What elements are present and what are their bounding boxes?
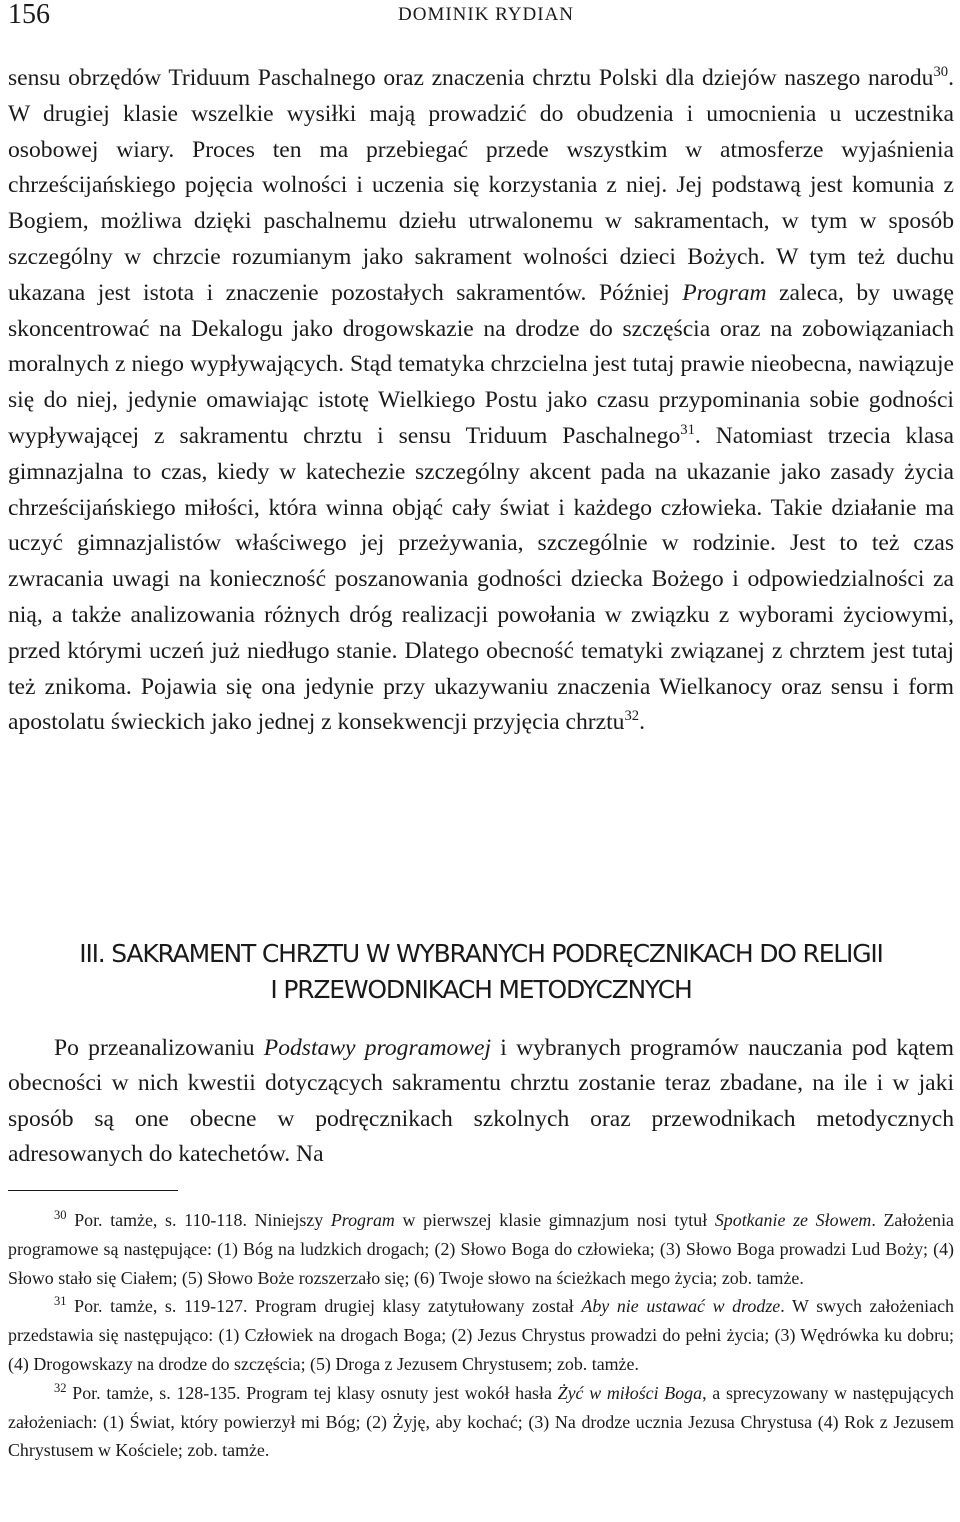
- text-run: i wybranych programów nauczania pod kątem obecności w nich kwestii dotyczących sakramentu chrztu zostanie teraz zbadane, na ile i w jaki sposób są one obecne w podręcznikach szkolnych oraz przewodnikach metodycznych adresowanych do katechetów. Na: [8, 1035, 954, 1167]
- body-paragraph-1: [8, 61, 954, 741]
- text-run: . Natomiast trzecia klasa gimnazjalna to czas, kiedy w katechezie szczególny akcent pada na ukazanie jako zasady życia chrześcijańskiego miłości, która winna objąć cały świat i każdego człowieka. Takie działanie ma uczyć gimnazjalistów właściwego jej przeżywania, szczególnie w rodzinie. Jest to też czas zwracania uwagi na konieczność poszanowania godności dziecka Bożego i odpowiedzialności za nią, a także analizowania różnych dróg realizacji powołania w związku z wyborami życiowymi, przed którymi uczeń już niedługo stanie. Dlatego obecność tematyki związanej z chrztem jest tutaj też znikoma. Pojawia się ona jedynie przy ukazywaniu znaczenia Wielkanocy oraz sensu i form apostolatu świeckich jako jednej z konsekwencji przyjęcia chrztu: [8, 422, 955, 736]
- footnote-number: 31: [54, 1294, 67, 1309]
- italic-title: Aby nie ustawać w drodze: [581, 1296, 781, 1317]
- footnote-31: [8, 1292, 954, 1378]
- footnote-32: [8, 1379, 954, 1465]
- section-heading-line-2: I PRZEWODNIKACH METODYCZNYCH: [270, 975, 692, 1004]
- section-heading: [8, 936, 954, 1008]
- italic-title: Żyć w miłości Boga: [557, 1382, 703, 1403]
- footnote-ref-32: 32: [624, 708, 640, 725]
- text-run: . W swych założeniach przedstawia się następująco: (1) Człowiek na drogach Boga; (2) Jezus Chrystus prowadzi do pełni życia; (3) Wędrówka ku dobru; (4) Drogowskazy na drodze do szczęścia; (5) Droga z Jezusem Chrystusem; zob. tamże.: [8, 1296, 954, 1374]
- text-run: Por. tamże, s. 119-127. Program drugiej klasy zatytułowany został: [66, 1296, 582, 1317]
- running-head: DOMINIK RYDIAN: [398, 4, 575, 25]
- italic-title: Podstawy programowej: [263, 1035, 492, 1061]
- footnote-ref-30: 30: [933, 64, 949, 81]
- text-run: w pierwszej klasie gimnazjum nosi tytuł: [394, 1210, 715, 1230]
- text-run: . Założenia programowe są następujące: (1) Bóg na ludzkich drogach; (2) Słowo Boga do człowieka; (3) Słowo Boga prowadzi Lud Boży; (4) Słowo stało się Ciałem; (5) Słowo Boże rozszerzało się; (6) Twoje słowo na ścieżkach mego życia; zob. tamże.: [8, 1210, 954, 1288]
- footnote-divider: [8, 1190, 178, 1191]
- text-run: Por. tamże, s. 128-135. Program tej klasy osnuty jest wokół hasła: [66, 1382, 558, 1403]
- text-run: Por. tamże, s. 110-118. Niniejszy: [66, 1210, 331, 1230]
- footnote-30: [8, 1206, 954, 1292]
- body-paragraph-2: [8, 1031, 954, 1172]
- footnotes: [8, 1206, 954, 1465]
- text-run: .: [639, 709, 646, 736]
- text-run: . W drugiej klasie wszelkie wysiłki mają prowadzić do obudzenia i umocnienia u uczestnika osobowej wiary. Proces ten ma przebiegać przede wszystkim w atmosferze wyjaśnienia chrześcijańskiego pojęcia wolności i uczenia się korzystania z niej. Jej podstawą jest komunia z Bogiem, możliwa dzięki paschalnemu dziełu utrwalonemu w sakramentach, w tym w sposób szczególny w chrzcie rozumianym jako sakrament wolności dzieci Bożych. W tym też duchu ukazana jest istota i znaczenie pozostałych sakramentów. Później: [8, 65, 954, 306]
- text-run: zaleca, by uwagę skoncentrować na Dekalogu jako drogowskazie na drodze do szczęścia oraz na zobowiązaniach moralnych z niego wypływających. Stąd tematyka chrzcielna jest tutaj prawie nieobecna, nawiązuje się do niej, jedynie omawiając istotę Wielkiego Postu jako czasu przypominania sobie godności wypływającej z sakramentu chrztu i sensu Triduum Paschalnego: [8, 279, 954, 449]
- footnote-number: 30: [54, 1208, 67, 1223]
- page-number: 156: [8, 0, 50, 30]
- text-run: Po przeanalizowaniu: [54, 1035, 264, 1061]
- italic-title: Program: [330, 1210, 395, 1230]
- page-header: [8, 0, 952, 40]
- text-run: , a sprecyzowany w następujących założeniach: (1) Świat, który powierzył mi Bóg; (2) Żyję, aby kochać; (3) Na drodze ucznia Jezusa Chrystusa (4) Rok z Jezusem Chrystusem w Kościele; zob. tamże.: [8, 1382, 954, 1461]
- text-run: sensu obrzędów Triduum Paschalnego oraz znaczenia chrztu Polski dla dziejów naszego narodu: [8, 65, 934, 91]
- italic-title: Program: [682, 279, 767, 306]
- italic-title: Spotkanie ze Słowem: [714, 1210, 872, 1230]
- footnote-ref-31: 31: [680, 422, 695, 439]
- section-heading-line-1: III. SAKRAMENT CHRZTU W WYBRANYCH PODRĘCZNIKACH DO RELIGII: [79, 939, 883, 968]
- footnote-number: 32: [54, 1380, 67, 1395]
